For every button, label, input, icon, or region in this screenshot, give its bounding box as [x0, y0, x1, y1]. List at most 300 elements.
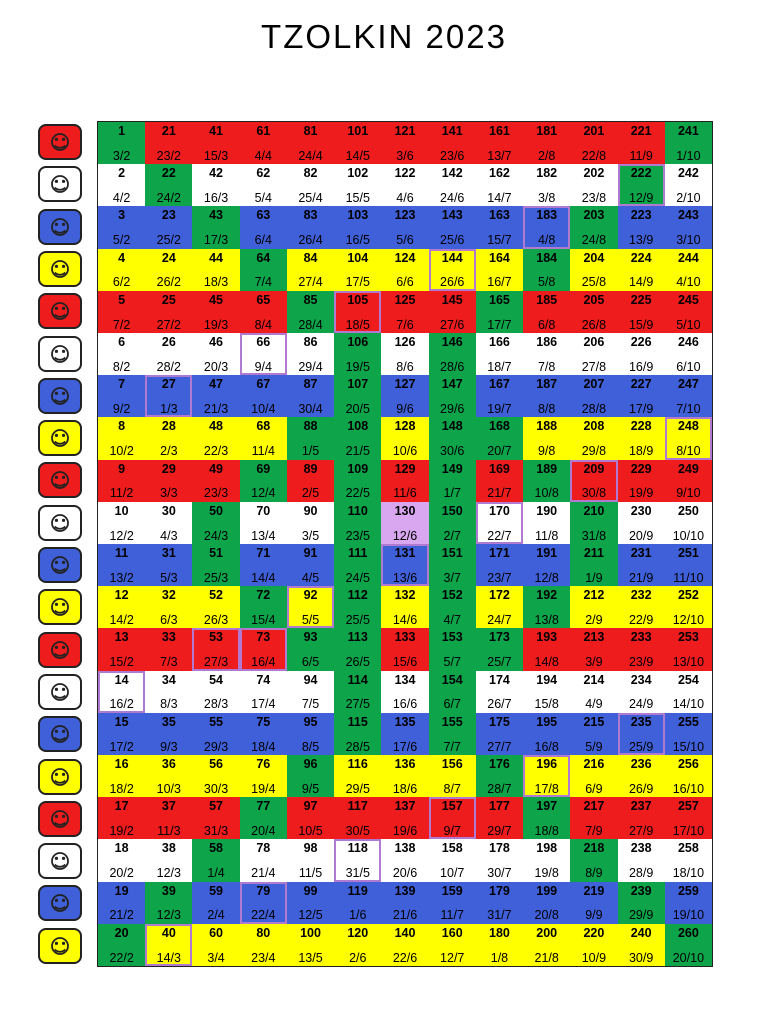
day-number: 88 — [303, 419, 318, 434]
calendar-cell — [192, 713, 239, 755]
day-number: 178 — [489, 841, 510, 856]
calendar-cell — [334, 206, 381, 248]
calendar-cell — [381, 122, 428, 164]
gregorian-date: 20/2 — [109, 866, 134, 881]
gregorian-date: 10/8 — [534, 486, 559, 501]
day-number: 80 — [256, 925, 271, 940]
calendar-cell — [287, 122, 334, 164]
gregorian-date: 18/6 — [392, 781, 418, 796]
day-number: 238 — [630, 841, 652, 856]
day-number: 61 — [256, 124, 271, 138]
calendar-cell — [192, 417, 239, 459]
calendar-cell — [429, 206, 476, 248]
calendar-cell — [618, 586, 665, 628]
calendar-cell — [429, 502, 476, 544]
day-number: 54 — [209, 672, 224, 687]
calendar-cell — [429, 839, 476, 881]
day-number: 256 — [677, 757, 699, 771]
day-number: 171 — [489, 546, 510, 560]
calendar-cell — [240, 628, 287, 670]
calendar-cell — [192, 882, 239, 924]
day-number: 105 — [347, 292, 369, 307]
day-number: 240 — [630, 925, 652, 940]
day-number: 168 — [489, 419, 510, 434]
day-number: 65 — [256, 292, 271, 307]
gregorian-date: 23/6 — [440, 148, 465, 163]
day-number: 258 — [677, 841, 699, 856]
gregorian-date: 18/3 — [203, 275, 229, 290]
day-number: 33 — [161, 630, 176, 645]
day-number: 153 — [441, 630, 463, 645]
gregorian-date: 10/6 — [392, 444, 418, 459]
day-number: 131 — [394, 546, 416, 560]
calendar-cell — [287, 797, 334, 839]
calendar-cell — [98, 797, 145, 839]
day-number: 181 — [536, 124, 558, 138]
calendar-cell — [240, 249, 287, 291]
calendar-cell — [570, 713, 617, 755]
calendar-cell — [98, 122, 145, 164]
day-number: 255 — [677, 714, 699, 729]
calendar-cell — [98, 628, 145, 670]
calendar-cell — [665, 586, 712, 628]
gregorian-date: 2/4 — [207, 908, 225, 923]
day-number: 132 — [394, 588, 416, 603]
gregorian-date: 14/4 — [251, 570, 276, 585]
gregorian-date: 3/4 — [207, 950, 225, 965]
day-number: 63 — [256, 208, 271, 223]
gregorian-date: 4/7 — [443, 612, 461, 627]
gregorian-date: 24/5 — [345, 570, 370, 585]
calendar-cell — [240, 713, 287, 755]
calendar-cell — [618, 291, 665, 333]
calendar-cell — [429, 164, 476, 206]
calendar-cell — [476, 291, 523, 333]
gregorian-date: 17/8 — [534, 781, 559, 796]
day-number: 235 — [630, 714, 652, 729]
gregorian-date: 30/8 — [581, 486, 607, 501]
calendar-cell — [665, 755, 712, 797]
gregorian-date: 22/4 — [251, 908, 276, 923]
calendar-cell — [334, 839, 381, 881]
day-number: 55 — [209, 714, 224, 729]
gregorian-date: 14/10 — [672, 697, 705, 712]
day-number: 50 — [209, 503, 224, 518]
day-number: 228 — [630, 419, 652, 434]
day-number: 249 — [677, 461, 699, 476]
day-number: 79 — [256, 883, 271, 898]
gregorian-date: 17/5 — [345, 275, 370, 290]
day-number: 46 — [209, 335, 224, 349]
imix-glyph-icon — [38, 124, 82, 160]
gregorian-date: 3/10 — [676, 233, 701, 248]
gregorian-date: 30/3 — [203, 781, 229, 796]
day-number: 7 — [118, 377, 126, 392]
calendar-cell — [570, 417, 617, 459]
day-number: 182 — [536, 166, 558, 181]
gregorian-date: 6/9 — [585, 781, 603, 796]
gregorian-date: 24/7 — [487, 612, 512, 627]
day-number: 164 — [489, 250, 510, 265]
calendar-cell — [523, 375, 570, 417]
calendar-cell — [98, 671, 145, 713]
calendar-cell — [523, 839, 570, 881]
calendar-cell — [145, 502, 192, 544]
day-number: 103 — [347, 208, 369, 223]
day-number: 236 — [630, 757, 652, 771]
gregorian-date: 23/7 — [487, 570, 512, 585]
calendar-cell — [523, 417, 570, 459]
day-number: 60 — [209, 925, 224, 940]
gregorian-date: 2/10 — [676, 190, 701, 205]
gregorian-date: 14/8 — [534, 655, 559, 670]
day-number: 66 — [256, 335, 271, 349]
calendar-cell — [429, 417, 476, 459]
calendar-cell — [98, 206, 145, 248]
day-number: 102 — [347, 166, 369, 181]
gregorian-date: 24/2 — [156, 190, 181, 205]
day-number: 201 — [583, 124, 605, 138]
calendar-cell — [618, 882, 665, 924]
gregorian-date: 17/4 — [251, 697, 276, 712]
gregorian-date: 21/8 — [534, 950, 559, 965]
day-number: 39 — [161, 883, 176, 898]
day-number: 107 — [347, 377, 369, 392]
gregorian-date: 5/9 — [585, 739, 603, 754]
page-title: TZOLKIN 2023 — [261, 18, 507, 55]
calendar-cell — [665, 502, 712, 544]
gregorian-date: 31/5 — [345, 866, 370, 881]
gregorian-date: 11/3 — [157, 823, 181, 838]
gregorian-date: 16/3 — [203, 190, 229, 205]
day-number: 74 — [256, 672, 271, 687]
tzolkin-grid — [97, 121, 713, 967]
day-number: 49 — [209, 461, 224, 476]
calendar-cell — [334, 460, 381, 502]
day-number: 133 — [394, 630, 416, 645]
calendar-cell — [523, 882, 570, 924]
day-number: 118 — [347, 841, 368, 856]
calendar-cell — [98, 333, 145, 375]
calendar-cell — [665, 460, 712, 502]
gregorian-date: 21/6 — [392, 908, 418, 923]
day-number: 239 — [630, 883, 652, 898]
calendar-cell — [618, 333, 665, 375]
calendar-cell — [145, 924, 192, 966]
gregorian-date: 12/8 — [534, 570, 559, 585]
gregorian-date: 25/2 — [156, 233, 181, 248]
day-number: 209 — [583, 461, 605, 476]
day-number: 169 — [489, 461, 510, 476]
calendar-cell — [381, 671, 428, 713]
calendar-cell — [570, 502, 617, 544]
gregorian-date: 11/5 — [298, 866, 323, 881]
gregorian-date: 6/3 — [160, 612, 178, 627]
calendar-cell — [570, 206, 617, 248]
calendar-cell — [287, 206, 334, 248]
gregorian-date: 12/3 — [156, 866, 181, 881]
gregorian-date: 1/7 — [443, 486, 461, 501]
gregorian-date: 22/7 — [487, 528, 512, 543]
calendar-cell — [618, 460, 665, 502]
gregorian-date: 15/3 — [203, 148, 229, 163]
day-number: 159 — [441, 883, 463, 898]
day-number: 165 — [489, 292, 510, 307]
gregorian-date: 13/6 — [392, 570, 418, 585]
calendar-cell — [381, 924, 428, 966]
calendar-cell — [570, 291, 617, 333]
calendar-cell — [618, 544, 665, 586]
gregorian-date: 4/8 — [537, 233, 556, 248]
day-number: 121 — [394, 124, 416, 138]
day-number: 229 — [630, 461, 652, 476]
calendar-cell — [240, 755, 287, 797]
day-number: 51 — [209, 546, 224, 560]
calendar-cell — [334, 797, 381, 839]
gregorian-date: 7/3 — [160, 655, 178, 670]
gregorian-date: 15/4 — [251, 612, 276, 627]
cib-glyph-icon — [38, 759, 82, 795]
day-number: 230 — [630, 503, 652, 518]
gregorian-date: 7/2 — [112, 317, 131, 332]
calendar-cell — [429, 586, 476, 628]
calendar-cell — [381, 206, 428, 248]
day-number: 213 — [583, 630, 605, 645]
day-number: 195 — [536, 714, 558, 729]
gregorian-date: 5/5 — [301, 612, 320, 627]
gregorian-date: 28/3 — [203, 697, 229, 712]
gregorian-date: 6/10 — [676, 359, 701, 374]
calendar-cell — [287, 164, 334, 206]
gregorian-date: 4/4 — [254, 148, 272, 163]
gregorian-date: 8/8 — [537, 401, 556, 416]
calendar-cell — [523, 333, 570, 375]
calendar-cell — [98, 882, 145, 924]
day-number: 128 — [394, 419, 416, 434]
day-number: 253 — [677, 630, 699, 645]
day-number: 77 — [256, 799, 271, 814]
day-number: 139 — [394, 883, 416, 898]
gregorian-date: 5/7 — [443, 655, 461, 670]
day-number: 72 — [256, 588, 271, 603]
day-number: 223 — [630, 208, 652, 223]
gregorian-date: 3/5 — [301, 528, 320, 543]
gregorian-date: 24/4 — [298, 148, 323, 163]
calendar-cell — [381, 291, 428, 333]
gregorian-date: 30/4 — [298, 401, 323, 416]
day-number: 27 — [161, 377, 176, 392]
calendar-cell — [665, 164, 712, 206]
gregorian-date: 27/2 — [156, 317, 181, 332]
gregorian-date: 14/3 — [156, 950, 181, 965]
calendar-cell — [618, 164, 665, 206]
calendar-cell — [665, 713, 712, 755]
day-number: 126 — [394, 335, 416, 349]
day-number: 93 — [303, 630, 318, 645]
day-number: 251 — [677, 546, 699, 560]
calendar-cell — [665, 544, 712, 586]
calendar-cell — [334, 544, 381, 586]
gregorian-date: 23/4 — [251, 950, 276, 965]
calendar-cell — [240, 460, 287, 502]
day-number: 176 — [489, 757, 510, 771]
gregorian-date: 20/3 — [203, 359, 229, 374]
day-number: 57 — [209, 799, 224, 814]
gregorian-date: 20/5 — [345, 401, 370, 416]
day-number: 36 — [161, 757, 176, 771]
day-number: 170 — [489, 503, 510, 518]
gregorian-date: 9/5 — [301, 781, 320, 796]
calendar-cell — [665, 839, 712, 881]
gregorian-date: 17/2 — [109, 739, 134, 754]
calendar-cell — [523, 713, 570, 755]
calendar-cell — [523, 628, 570, 670]
calendar-cell — [476, 417, 523, 459]
gregorian-date: 26/7 — [487, 697, 512, 712]
gregorian-date: 17/3 — [203, 233, 229, 248]
gregorian-date: 8/9 — [585, 866, 603, 881]
day-number: 183 — [536, 208, 558, 223]
calendar-cell — [98, 544, 145, 586]
calendar-cell — [523, 249, 570, 291]
gregorian-date: 19/2 — [109, 823, 134, 838]
gregorian-date: 21/5 — [345, 444, 370, 459]
calendar-cell — [287, 586, 334, 628]
day-number: 2 — [118, 166, 126, 181]
calendar-cell — [192, 839, 239, 881]
calendar-cell — [287, 460, 334, 502]
gregorian-date: 21/4 — [251, 866, 276, 881]
gregorian-date: 4/3 — [160, 528, 178, 543]
day-number: 52 — [209, 588, 224, 603]
gregorian-date: 29/4 — [298, 359, 323, 374]
calendar-cell — [429, 249, 476, 291]
gregorian-date: 16/7 — [487, 275, 512, 290]
gregorian-date: 28/5 — [345, 739, 370, 754]
gregorian-date: 26/9 — [628, 781, 654, 796]
gregorian-date: 1/9 — [585, 570, 603, 585]
day-number: 48 — [209, 419, 224, 434]
calendar-cell — [570, 882, 617, 924]
ben-glyph-icon — [38, 632, 82, 668]
calendar-cell — [618, 249, 665, 291]
gregorian-date: 6/8 — [537, 317, 556, 332]
day-number: 254 — [677, 672, 699, 687]
day-number: 3 — [118, 208, 126, 223]
calendar-cell — [523, 460, 570, 502]
calendar-cell — [145, 417, 192, 459]
calendar-cell — [665, 206, 712, 248]
day-number: 112 — [347, 588, 368, 603]
gregorian-date: 16/8 — [534, 739, 559, 754]
gregorian-date: 13/5 — [298, 950, 323, 965]
gregorian-date: 2/9 — [585, 612, 603, 627]
day-number: 35 — [161, 714, 176, 729]
gregorian-date: 3/3 — [160, 486, 178, 501]
day-number: 247 — [677, 377, 699, 392]
gregorian-date: 25/7 — [487, 655, 512, 670]
calendar-cell — [334, 755, 381, 797]
gregorian-date: 28/7 — [487, 781, 512, 796]
day-number: 106 — [347, 335, 369, 349]
calendar-cell — [381, 502, 428, 544]
calendar-cell — [192, 924, 239, 966]
day-number: 129 — [394, 461, 416, 476]
day-number: 6 — [118, 335, 126, 349]
day-number: 76 — [256, 757, 271, 771]
calendar-cell — [98, 291, 145, 333]
gregorian-date: 8/7 — [443, 781, 461, 796]
day-number: 188 — [536, 419, 558, 434]
day-number: 73 — [256, 630, 271, 645]
gregorian-date: 18/10 — [672, 866, 705, 881]
calendar-cell — [429, 333, 476, 375]
gregorian-date: 3/9 — [585, 655, 603, 670]
gregorian-date: 2/7 — [443, 528, 461, 543]
calendar-cell — [523, 502, 570, 544]
day-number: 4 — [118, 250, 126, 265]
calendar-cell — [476, 164, 523, 206]
day-number: 157 — [441, 799, 463, 814]
gregorian-date: 8/3 — [160, 697, 178, 712]
day-number: 158 — [441, 841, 463, 856]
gregorian-date: 9/4 — [254, 359, 272, 374]
calendar-cell — [287, 671, 334, 713]
day-number: 198 — [536, 841, 558, 856]
gregorian-date: 28/9 — [628, 866, 654, 881]
gregorian-date: 27/5 — [345, 697, 370, 712]
calendar-cell — [98, 164, 145, 206]
gregorian-date: 24/6 — [440, 190, 465, 205]
calendar-cell — [145, 628, 192, 670]
gregorian-date: 19/10 — [672, 908, 705, 923]
gregorian-date: 31/8 — [581, 528, 607, 543]
calendar-cell — [381, 417, 428, 459]
day-number: 152 — [441, 588, 463, 603]
calendar-cell — [334, 713, 381, 755]
gregorian-date: 9/2 — [112, 401, 131, 416]
calendar-cell — [145, 206, 192, 248]
gregorian-date: 18/4 — [251, 739, 276, 754]
calendar-cell — [476, 924, 523, 966]
calendar-cell — [145, 164, 192, 206]
day-number: 91 — [303, 546, 318, 560]
calendar-cell — [570, 249, 617, 291]
calendar-cell — [618, 122, 665, 164]
day-number: 120 — [347, 925, 369, 940]
day-number: 1 — [118, 124, 126, 138]
calendar-cell — [287, 628, 334, 670]
day-number: 14 — [114, 672, 129, 687]
calendar-cell — [287, 544, 334, 586]
gregorian-date: 30/9 — [628, 950, 654, 965]
calendar-cell — [192, 460, 239, 502]
gregorian-date: 31/7 — [487, 908, 512, 923]
calendar-cell — [665, 417, 712, 459]
calendar-cell — [240, 544, 287, 586]
day-number: 135 — [394, 714, 416, 729]
day-number: 56 — [209, 757, 224, 771]
calendar-cell — [240, 164, 287, 206]
day-number: 8 — [118, 419, 126, 434]
day-number: 163 — [489, 208, 510, 223]
caban-glyph-icon — [38, 801, 82, 837]
day-number: 203 — [583, 208, 605, 223]
calendar-cell — [570, 797, 617, 839]
gregorian-date: 17/6 — [392, 739, 418, 754]
calendar-cell — [98, 755, 145, 797]
gregorian-date: 15/9 — [628, 317, 654, 332]
